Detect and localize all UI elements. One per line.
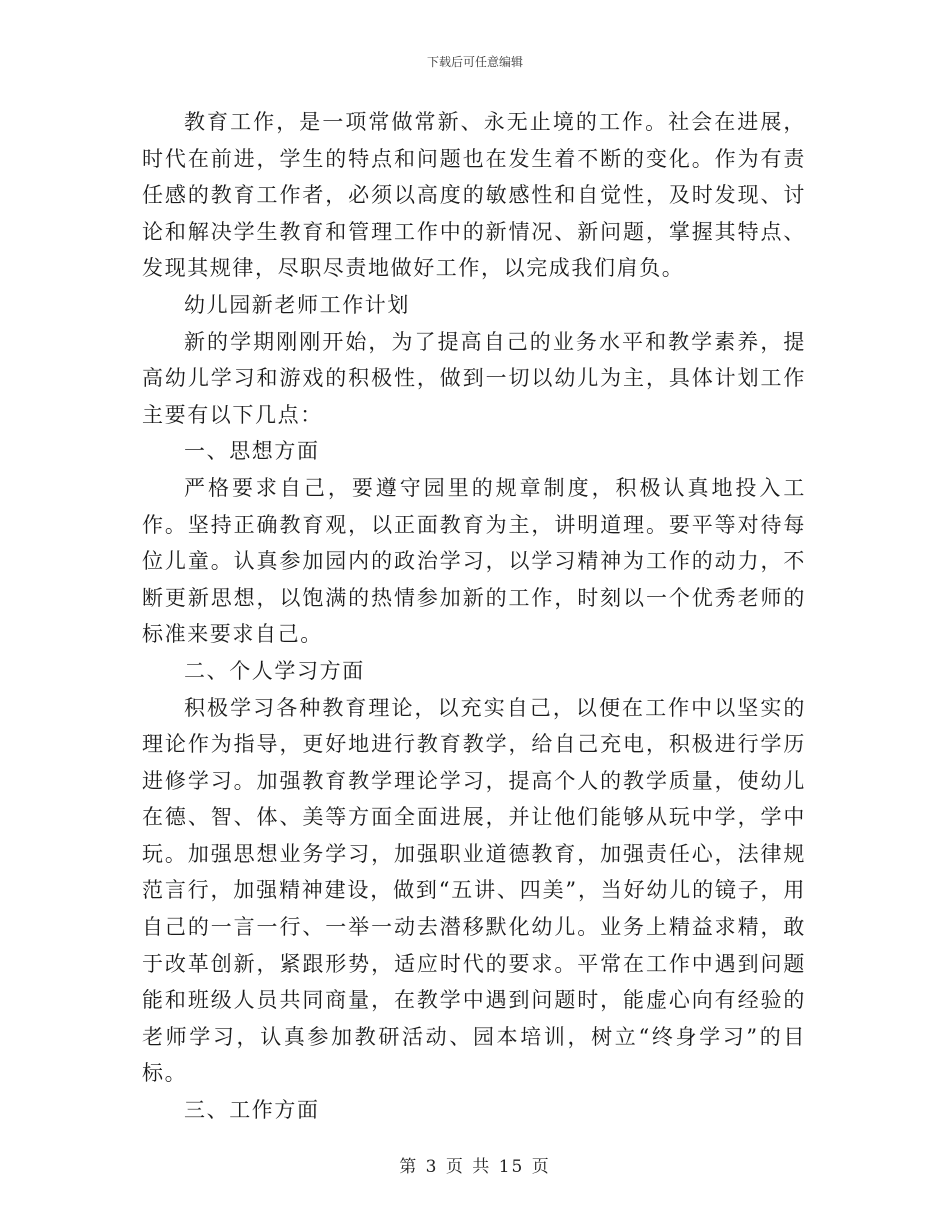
section-heading-work: 三、工作方面 [184,1098,320,1123]
paragraph-intro: 教育工作，是一项常做常新、永无止境的工作。社会在进展，时代在前进，学生的特点和问题也在发生着不断的变化。作为有责任感的教育工作者，必须以高度的敏感性和自觉性，及时发现、讨论和解决学生教育和管理工作中的新情况、新问题，掌握其特点、发现其规律，尽职尽责地做好工作，以完成我们肩负。 [142,110,806,281]
paragraph-thought: 严格要求自己，要遵守园里的规章制度，积极认真地投入工作。坚持正确教育观，以正面教育为主，讲明道理。要平等对待每位儿童。认真参加园内的政治学习，以学习精神为工作的动力，不断更新思想，以饱满的热情参加新的工作，时刻以一个优秀老师的标准来要求自己。 [142,475,806,647]
paragraph-plan-intro: 新的学期刚刚开始，为了提高自己的业务水平和教学素养，提高幼儿学习和游戏的积极性，做到一切以幼儿为主，具体计划工作主要有以下几点： [142,329,806,427]
document-title: 幼儿园新老师工作计划 [184,292,410,317]
document-body [142,104,806,1129]
section-heading-thought: 一、思想方面 [184,439,320,464]
section-heading-learning: 二、个人学习方面 [184,658,365,683]
page-number: 第 3 页 共 15 页 [399,1157,551,1177]
header-note: 下载后可任意编辑 [426,55,523,69]
paragraph-learning: 积极学习各种教育理论，以充实自己，以便在工作中以坚实的理论作为指导，更好地进行教育教学，给自己充电，积极进行学历进修学习。加强教育教学理论学习，提高个人的教学质量，使幼儿在德、智、体、美等方面全面进展，并让他们能够从玩中学，学中玩。加强思想业务学习，加强职业道德教育，加强责任心，法律规范言行，加强精神建设，做到“五讲、四美”，当好幼儿的镜子，用自己的一言一行、一举一动去潜移默化幼儿。业务上精益求精，敢于改革创新，紧跟形势，适应时代的要求。平常在工作中遇到问题能和班级人员共同商量，在教学中遇到问题时，能虚心向有经验的老师学习，认真参加教研活动、园本培训，树立“终身学习”的目标。 [142,695,806,1086]
